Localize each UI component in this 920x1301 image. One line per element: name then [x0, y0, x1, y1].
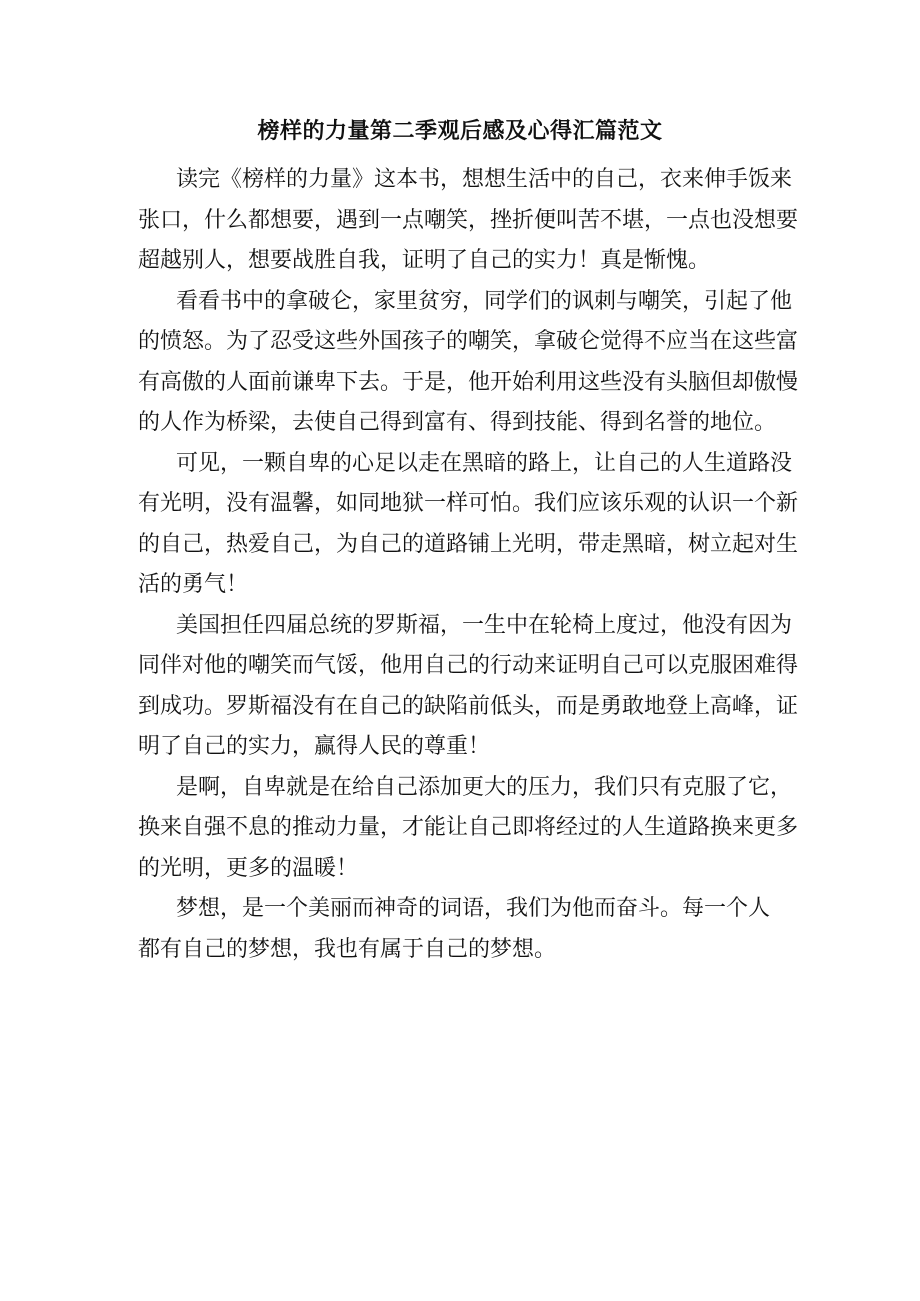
paragraph-line: 有高傲的人面前谦卑下去。于是，他开始利用这些没有头脑但却傲慢 — [138, 369, 799, 395]
paragraph-5 — [138, 768, 799, 890]
paragraph-line: 同伴对他的嘲笑而气馁，他用自己的行动来证明自己可以克服困难得 — [138, 653, 799, 678]
paragraph-line: 到成功。罗斯福没有在自己的缺陷前低头，而是勇敢地登上高峰，证 — [138, 693, 799, 719]
paragraph-line: 读完《榜样的力量》这本书，想想生活中的自己，衣来伸手饭来 — [176, 167, 793, 192]
paragraph-3 — [138, 444, 799, 606]
paragraph-line: 活的勇气！ — [138, 572, 249, 597]
paragraph-1 — [138, 160, 799, 282]
paragraph-line: 梦想，是一个美丽而神奇的词语，我们为他而奋斗。每一个人 — [176, 896, 771, 921]
document-title: 榜样的力量第二季观后感及心得汇篇范文 — [257, 118, 663, 144]
paragraph-line: 有光明，没有温馨，如同地狱一样可怕。我们应该乐观的认识一个新 — [138, 491, 799, 516]
document-body — [138, 160, 799, 970]
paragraph-line: 看看书中的拿破仑，家里贫穷，同学们的讽刺与嘲笑，引起了他 — [176, 288, 793, 314]
paragraph-line: 的愤怒。为了忍受这些外国孩子的嘲笑，拿破仑觉得不应当在这些富 — [138, 329, 799, 354]
paragraph-2 — [138, 282, 799, 444]
paragraph-line: 超越别人，想要战胜自我，证明了自己的实力！真是惭愧。 — [138, 248, 711, 273]
paragraph-line: 都有自己的梦想，我也有属于自己的梦想。 — [138, 936, 557, 962]
paragraph-4 — [138, 606, 799, 768]
paragraph-line: 明了自己的实力，赢得人民的尊重！ — [138, 734, 491, 759]
paragraph-line: 美国担任四届总统的罗斯福，一生中在轮椅上度过，他没有因为 — [176, 612, 793, 638]
paragraph-line: 张口，什么都想要，遇到一点嘲笑，挫折便叫苦不堪，一点也没想要 — [138, 207, 799, 233]
paragraph-line: 是啊，自卑就是在给自己添加更大的压力，我们只有克服了它， — [176, 774, 793, 800]
paragraph-line: 的自己，热爱自己，为自己的道路铺上光明，带走黑暗，树立起对生 — [138, 531, 799, 557]
paragraph-6 — [138, 889, 788, 970]
paragraph-line: 的人作为桥梁，去使自己得到富有、得到技能、得到名誉的地位。 — [138, 410, 777, 435]
paragraph-line: 换来自强不息的推动力量，才能让自己即将经过的人生道路换来更多 — [138, 815, 799, 840]
paragraph-line: 的光明，更多的温暖！ — [138, 855, 359, 881]
paragraph-line: 可见，一颗自卑的心足以走在黑暗的路上，让自己的人生道路没 — [176, 450, 793, 476]
